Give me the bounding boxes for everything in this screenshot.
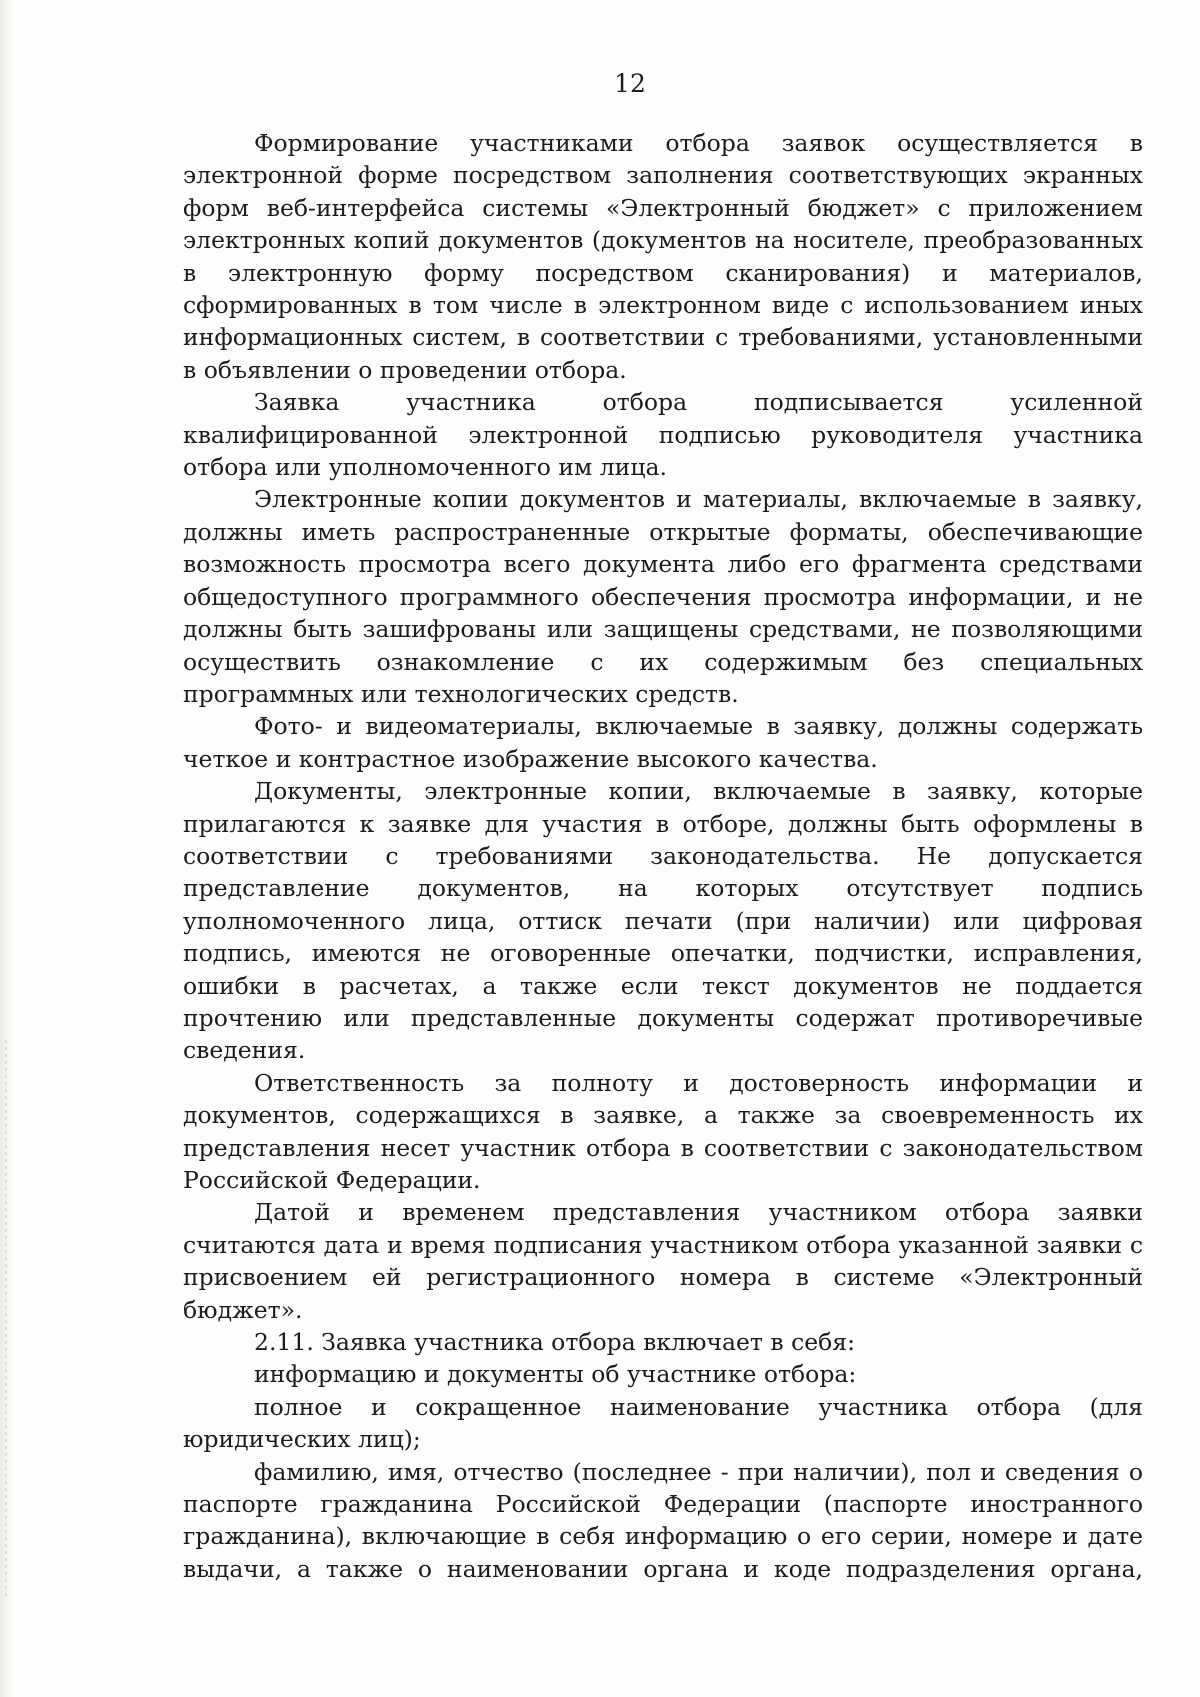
page-body bbox=[183, 127, 1143, 1585]
paragraph-application-formation: Формирование участниками отбора заявок осуществляется в электронной форме посредством заполнения соответствующих экранных форм веб-интерфейса системы «Электронный бюджет» с приложением электронных копий документов (документов на носителе, преобразованных в электронную форму посредством сканирования) и материалов, сформированных в том числе в электронном виде с использованием иных информационных систем, в соответствии с требованиями, установленными в объявлении о проведении отбора. bbox=[183, 129, 1143, 384]
paragraph-file-formats: Электронные копии документов и материалы, включаемые в заявку, должны иметь распространенные открытые форматы, обеспечивающие возможность просмотра всего документа либо его фрагмента средствами общедоступного программного обеспечения просмотра информации, и не должны быть зашифрованы или защищены средствами, не позволяющими осуществить ознакомление с их содержимым без специальных программных или технологических средств. bbox=[183, 485, 1143, 708]
paragraph-document-requirements: Документы, электронные копии, включаемые в заявку, которые прилагаются к заявке для участия в отборе, должны быть оформлены в соответствии с требованиями законодательства. Не допускается представление документов, на которых отсутствует подпись уполномоченного лица, оттиск печати (при наличии) или цифровая подпись, имеются не оговоренные опечатки, подчистки, исправления, ошибки в расчетах, а также если текст документов не поддается прочтению или представленные документы содержат противоречивые сведения. bbox=[183, 777, 1143, 1065]
paragraph-photo-video: Фото- и видеоматериалы, включаемые в заявку, должны содержать четкое и контрастное изображение высокого качества. bbox=[183, 712, 1143, 773]
paragraph-full-short-name: полное и сокращенное наименование участника отбора (для юридических лиц); bbox=[183, 1392, 1143, 1454]
page-number: 12 bbox=[614, 69, 646, 98]
paragraph-passport-details: фамилию, имя, отчество (последнее - при наличии), пол и сведения о паспорте гражданина Российской Федерации (паспорте иностранного гражданина), включающие в себя информацию о его серии, номере и дате выдачи, а также о наименовании органа и коде подразделения органа, bbox=[183, 1457, 1143, 1583]
paragraph-section-2-11-heading: 2.11. Заявка участника отбора включает в себя: bbox=[254, 1328, 856, 1357]
paragraph-submission-date: Датой и временем представления участником отбора заявки считаются дата и время подписания участником отбора указанной заявки с присвоением ей регистрационного номера в системе «Электронный бюджет». bbox=[183, 1198, 1143, 1324]
paragraph-electronic-signature: Заявка участника отбора подписывается усиленной квалифицированной электронной подписью руководителя участника отбора или уполномоченного им лица. bbox=[183, 388, 1143, 482]
scan-edge-shadow bbox=[0, 0, 14, 1697]
paragraph-responsibility: Ответственность за полноту и достоверность информации и документов, содержащихся в заявке, а также за своевременность их представления несет участник отбора в соответствии с законодательством Российской Федерации. bbox=[183, 1068, 1143, 1194]
paragraph-participant-info: информацию и документы об участнике отбора: bbox=[254, 1360, 857, 1389]
